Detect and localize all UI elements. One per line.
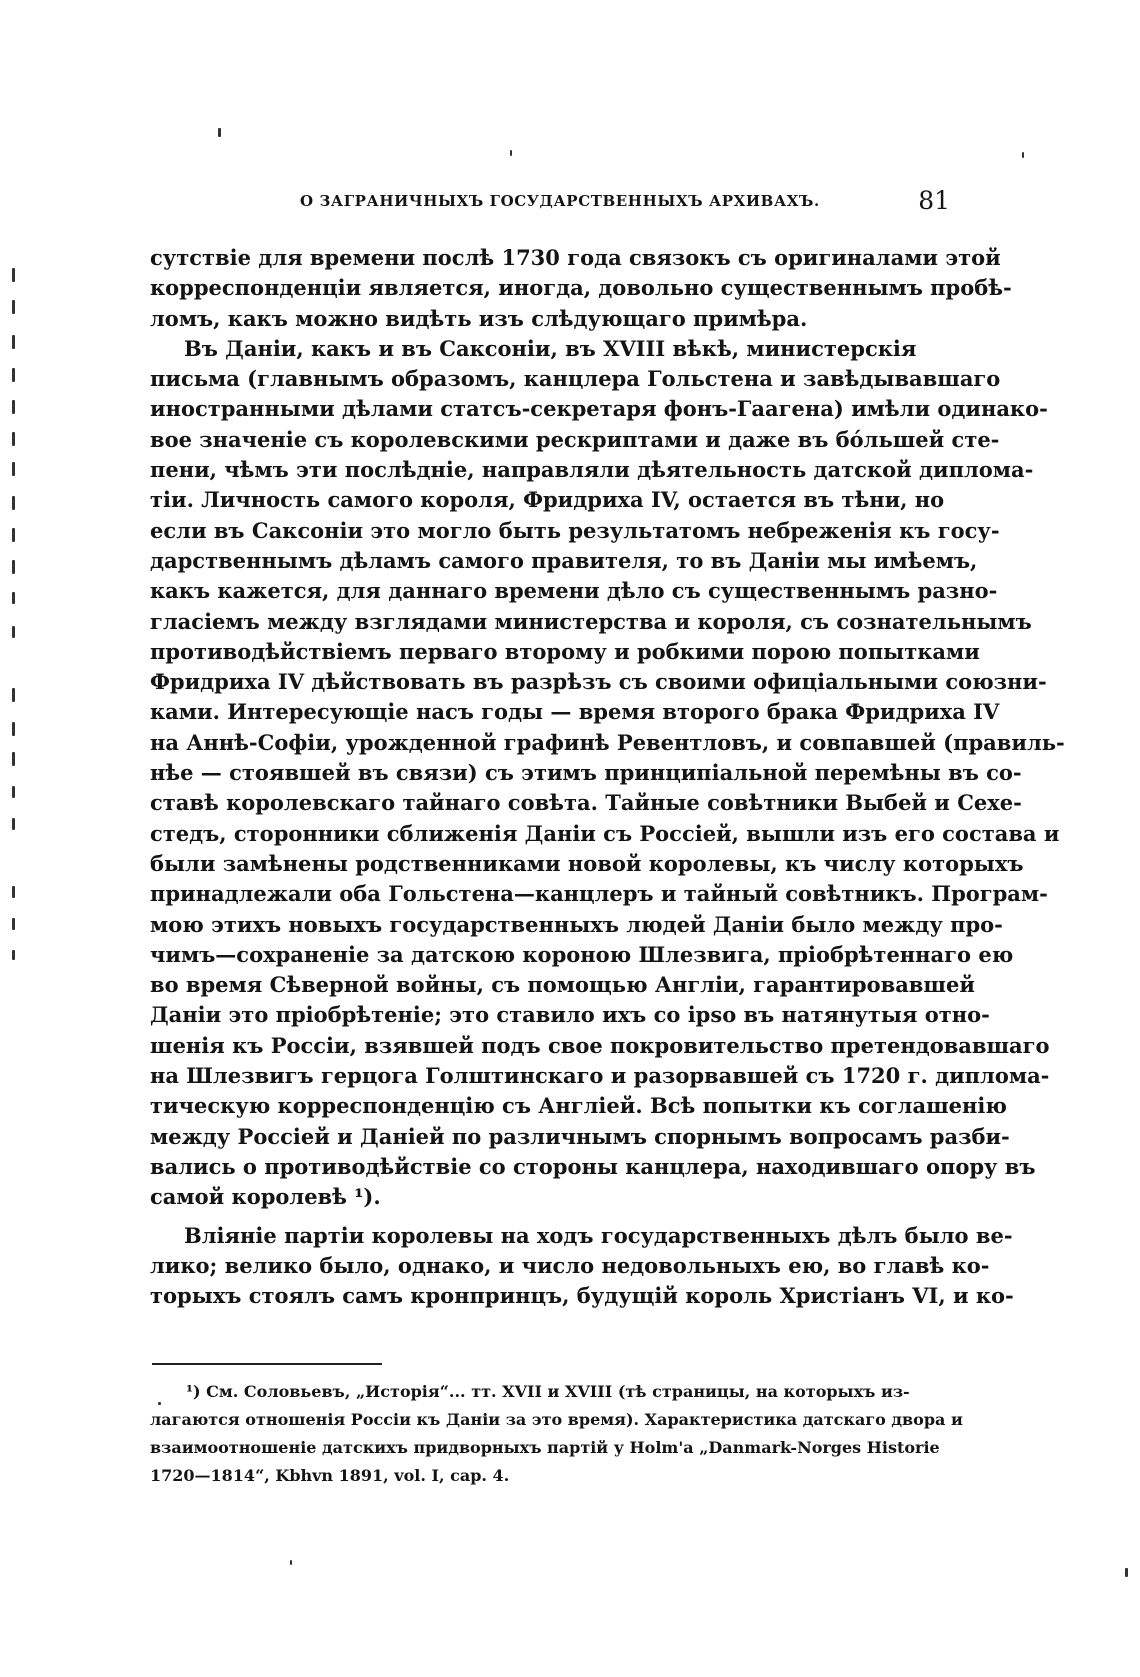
text-line: сутствіе для времени послѣ 1730 года связокъ съ оригиналами этой	[150, 245, 1001, 270]
scan-speck	[12, 432, 15, 446]
scan-speck	[12, 400, 15, 414]
running-head: О ЗАГРАНИЧНЫХЪ ГОСУДАРСТВЕННЫХЪ АРХИВАХЪ.	[300, 192, 820, 210]
text-line: ломъ, какъ можно видѣть изъ слѣдующаго примѣра.	[150, 305, 808, 331]
footnote-line: лагаются отношенія Россіи къ Даніи за это время). Характеристика датскаго двора и	[150, 1410, 963, 1429]
text-line: письма (главнымъ образомъ, канцлера Гольстена и завѣдывавшаго	[150, 366, 1001, 392]
text-line: тическую корреспонденцію съ Англіей. Всѣ попытки къ соглашенію	[150, 1093, 1007, 1119]
text-line: ками. Интересующіе насъ годы — время второго брака Фридриха IV	[150, 699, 1000, 725]
scan-speck	[12, 560, 15, 574]
body-text	[150, 243, 1065, 1311]
text-line: ставѣ королевскаго тайнаго совѣта. Тайные совѣтники Выбей и Сехе-	[150, 790, 1022, 816]
scan-speck	[12, 268, 15, 282]
scan-speck	[158, 1402, 161, 1405]
scan-speck	[1022, 152, 1024, 158]
scan-speck	[510, 150, 512, 156]
text-line: иностранными дѣлами статсъ-секретаря фонъ-Гаагена) имѣли одинако-	[150, 396, 1048, 422]
footnote-line: ¹) См. Соловьевъ, „Исторія“... тт. XVII и XVIII (тѣ страницы, на которыхъ из-	[186, 1382, 910, 1401]
scan-speck	[12, 818, 15, 830]
scan-speck	[12, 950, 15, 960]
text-line: во время Сѣверной войны, съ помощью Англіи, гарантировавшей	[150, 972, 975, 998]
text-line: корреспонденціи является, иногда, довольно существеннымъ пробѣ-	[150, 275, 1012, 301]
text-line: какъ кажется, для даннаго времени дѣло съ существеннымъ разно-	[150, 578, 998, 604]
paragraph-start-line: Вліяніе партіи королевы на ходъ государственныхъ дѣлъ было ве-	[184, 1222, 1013, 1248]
text-line: были замѣнены родственниками новой королевы, къ числу которыхъ	[150, 850, 1024, 876]
text-line: вое значеніе съ королевскими рескриптами и даже въ бóльшей сте-	[150, 426, 1000, 452]
footnote-rule	[152, 1363, 382, 1365]
page-header	[300, 186, 950, 220]
scan-speck	[12, 368, 15, 382]
text-line: гласіемъ между взглядами министерства и короля, съ сознательнымъ	[150, 608, 1032, 634]
footnote-line: 1720—1814“, Kbhvn 1891, vol. I, cap. 4.	[150, 1466, 510, 1485]
text-line: чимъ—сохраненіе за датскою короною Шлезвига, пріобрѣтеннаго ею	[150, 941, 1014, 967]
scan-speck	[12, 335, 15, 349]
text-line: шенія къ Россіи, взявшей подъ свое покровительство претендовавшаго	[150, 1032, 1050, 1058]
scan-speck	[12, 528, 15, 542]
scan-speck	[12, 688, 15, 702]
text-line: на Шлезвигъ герцога Голштинскаго и разорвавшей съ 1720 г. диплома-	[150, 1063, 1050, 1089]
text-line: тіи. Личность самого короля, Фридриха IV, остается въ тѣни, но	[150, 487, 945, 513]
text-line: вались о противодѣйствіе со стороны канцлера, находившаго опору въ	[150, 1153, 1036, 1179]
scan-speck	[12, 886, 15, 898]
text-line: торыхъ стоялъ самъ кронпринцъ, будущій король Христіанъ VI, и ко-	[150, 1283, 1014, 1309]
scan-speck	[1125, 1568, 1128, 1577]
text-line: лико; велико было, однако, и число недовольныхъ ею, во главѣ ко-	[150, 1252, 990, 1278]
scan-speck	[12, 786, 15, 798]
text-line: противодѣйствіемъ перваго второму и робкими порою попытками	[150, 638, 980, 664]
text-line: самой королевѣ ¹).	[150, 1184, 381, 1210]
text-line: Фридриха IV дѣйствовать въ разрѣзъ съ своими офиціальными союзни-	[150, 669, 1047, 695]
text-line: на Аннѣ-Софіи, урожденной графинѣ Ревентловъ, и совпавшей (правиль-	[150, 729, 1065, 755]
scan-speck	[12, 626, 15, 638]
scan-speck	[12, 918, 15, 930]
paragraph-start-line: Въ Даніи, какъ и въ Саксоніи, въ XVIII вѣкѣ, министерскія	[184, 335, 917, 361]
text-line: дарственнымъ дѣламъ самого правителя, то въ Даніи мы имѣемъ,	[150, 547, 978, 573]
scan-speck	[12, 592, 15, 604]
text-line: мою этихъ новыхъ государственныхъ людей Даніи было между про-	[150, 911, 1003, 937]
scan-speck	[290, 1560, 292, 1565]
text-line: стедъ, сторонники сближенія Даніи съ Россіей, вышли изъ его состава и	[150, 820, 1060, 846]
scan-speck	[12, 462, 15, 476]
text-line: между Россіей и Даніей по различнымъ спорнымъ вопросамъ разби-	[150, 1123, 1010, 1149]
footnotes	[150, 1378, 963, 1490]
scan-speck	[12, 722, 15, 736]
text-line: если въ Саксоніи это могло быть результатомъ небреженія къ госу-	[150, 517, 1000, 543]
scan-speck	[12, 300, 15, 314]
scan-speck	[218, 128, 221, 137]
scan-speck	[12, 752, 15, 766]
footnote-line: взаимоотношеніе датскихъ придворныхъ партій у Holm'а „Danmark-Norges Historie	[150, 1438, 940, 1457]
scan-speck	[12, 496, 15, 510]
text-line: нѣе — стоявшей въ связи) съ этимъ принципіальной перемѣны въ со-	[150, 760, 1022, 786]
text-line: принадлежали оба Гольстена—канцлеръ и тайный совѣтникъ. Програм-	[150, 881, 1048, 907]
text-line: Даніи это пріобрѣтеніе; это ставило ихъ со ipso въ натянутыя отно-	[150, 1002, 990, 1028]
text-line: пени, чѣмъ эти послѣдніе, направляли дѣятельность датской диплома-	[150, 457, 1034, 483]
page-number: 81	[918, 186, 950, 215]
